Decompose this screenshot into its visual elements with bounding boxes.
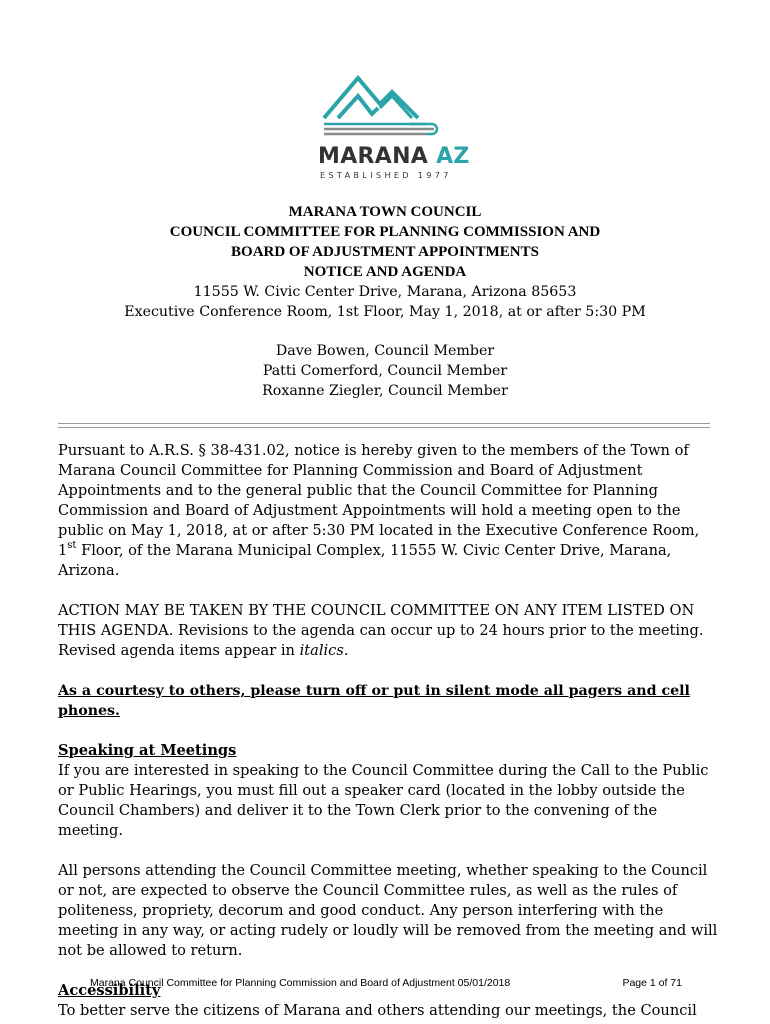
logo-name-main: MARANA [318,144,429,169]
courtesy-notice: As a courtesy to others, please turn off or put in silent mode all pagers and cell phones. [58,683,690,719]
notice-paragraph [58,441,718,581]
notice-text: Pursuant to A.R.S. § 38-431.02, notice is hereby given to the members of the Town of Marana Council Committee for Planning Commission and Board of Adjustment Appointments and to the general public that the Council Committee for Planning Commission and Board of Adjustment Appointments will hold a meeting open to the public on May 1, 2018, at or after 5:30 PM located in the Executive Conference Room, 1 [58,442,700,559]
member-item: Patti Comerford, Council Member [262,363,508,379]
section-divider [58,423,710,428]
logo-wordmark [318,144,470,169]
header-line-2: COUNCIL COMMITTEE FOR PLANNING COMMISSION AND [169,224,601,240]
header-location: Executive Conference Room, 1st Floor, May 1, 2018, at or after 5:30 PM [124,304,646,320]
header-line-1: MARANA TOWN COUNCIL [288,204,482,220]
mountain-logo-icon [318,74,448,140]
speaking-heading: Speaking at Meetings [58,742,237,759]
logo-established: ESTABLISHED 1977 [320,171,452,180]
action-italic: italics. [299,642,349,659]
accessibility-paragraph: To better serve the citizens of Marana and others attending our meetings, the Council [58,1002,697,1019]
speaking-paragraph-1: If you are interested in speaking to the Council Committee during the Call to the Public or Public Hearings, you must fill out a speaker card (located in the lobby outside the Council Chambers) and deliver it to the Town Clerk prior to the convening of the meeting. [58,762,709,839]
header-address: 11555 W. Civic Center Drive, Marana, Arizona 85653 [193,284,577,300]
page-number: Page 1 of 71 [622,977,682,989]
member-item: Roxanne Ziegler, Council Member [262,383,508,399]
notice-text-end: Floor, of the Marana Municipal Complex, 11555 W. Civic Center Drive, Marana, Arizona. [58,542,672,579]
notice-superscript: st [67,540,77,551]
agenda-header [60,202,710,401]
header-line-3: BOARD OF ADJUSTMENT APPOINTMENTS [231,244,539,260]
accessibility-heading: Accessibility [58,982,161,999]
footer-title: Marana Council Committee for Planning Commission and Board of Adjustment 05/01/2018 [90,977,511,989]
member-list [60,341,710,401]
header-line-4: NOTICE AND AGENDA [303,264,467,280]
action-paragraph [58,601,718,661]
logo-name-suffix: AZ [436,144,470,169]
member-item: Dave Bowen, Council Member [275,343,495,359]
marana-logo [318,74,470,184]
speaking-paragraph-2: All persons attending the Council Committee meeting, whether speaking to the Council or not, are expected to observe the Council Committee rules, as well as the rules of politeness, propriety, decorum and good conduct. Any person interfering with the meeting in any way, or acting rudely or loudly will be removed from the meeting and will not be allowed to return. [58,862,718,959]
action-text: ACTION MAY BE TAKEN BY THE COUNCIL COMMITTEE ON ANY ITEM LISTED ON THIS AGENDA. Revisions to the agenda can occur up to 24 hours prior to the meeting. Revised agenda items appear in [58,602,704,659]
agenda-body [58,441,718,1021]
